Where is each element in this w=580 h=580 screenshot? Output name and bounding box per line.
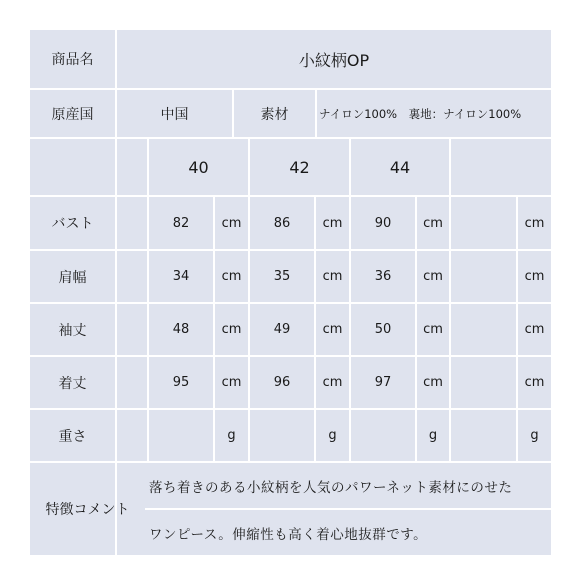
measure-value: 35: [273, 269, 291, 284]
origin-value: 中国: [160, 106, 189, 123]
measure-unit: cm: [524, 375, 545, 390]
product-name-value: 小紋柄OP: [298, 50, 370, 70]
measure-value: 95: [172, 375, 190, 390]
measure-unit: cm: [221, 215, 242, 231]
measure-value: 34: [172, 269, 190, 284]
measure-unit: cm: [423, 269, 443, 284]
measure-value: 50: [374, 322, 392, 337]
feature-text-line1: 落ち着きのある小紋柄を人気のパワーネット素材にのせた: [149, 479, 513, 496]
measure-value: [250, 410, 314, 461]
measure-unit: g: [227, 428, 236, 443]
measure-value: [149, 410, 213, 461]
measure-value: 48: [172, 322, 190, 337]
measure-unit: cm: [221, 322, 242, 337]
measure-value: 97: [374, 375, 392, 390]
measure-value: [451, 410, 516, 461]
product-spec-table: [30, 30, 551, 555]
measure-value: 36: [374, 269, 392, 284]
size-header: [451, 139, 551, 195]
measure-unit: cm: [524, 269, 545, 284]
material-label: 素材: [260, 106, 289, 123]
measure-label-sleeve: 袖丈: [58, 322, 87, 339]
measure-value: [451, 357, 516, 408]
measure-unit: cm: [423, 375, 443, 390]
product-name-label: 商品名: [51, 52, 94, 68]
measure-unit: cm: [423, 215, 443, 231]
feature-text-line2: ワンピース。伸縮性も高く着心地抜群です。: [149, 526, 428, 543]
size-header: 42: [289, 157, 310, 177]
measure-unit: g: [530, 428, 539, 443]
measure-label-length: 着丈: [58, 375, 87, 392]
measure-value: [451, 197, 516, 249]
measure-value: 49: [273, 322, 291, 337]
measure-label-weight: 重さ: [58, 428, 87, 445]
origin-label: 原産国: [51, 106, 94, 123]
feature-label: 特徴コメント: [45, 502, 130, 518]
measure-value: [451, 304, 516, 355]
measure-unit: g: [328, 428, 337, 443]
measure-unit: g: [428, 428, 438, 443]
measure-unit: cm: [524, 215, 545, 231]
measure-unit: cm: [221, 269, 242, 284]
measure-unit: cm: [221, 375, 242, 390]
measure-unit: cm: [423, 322, 443, 337]
measure-value: 90: [374, 215, 392, 231]
measure-value: [351, 410, 415, 461]
measure-label-bust: バスト: [51, 216, 94, 232]
measure-value: 96: [273, 375, 291, 390]
measure-unit: cm: [322, 269, 343, 284]
measure-unit: cm: [322, 215, 343, 231]
measure-value: 86: [273, 215, 291, 231]
measure-unit: cm: [524, 322, 545, 337]
size-header: 44: [389, 157, 411, 177]
measure-value: 82: [172, 215, 190, 231]
material-value: ナイロン100% 裏地：ナイロン100%: [319, 106, 522, 121]
measure-unit: cm: [322, 375, 343, 390]
measure-value: [451, 251, 516, 302]
measure-label-shoulder: 肩幅: [58, 269, 87, 286]
measure-unit: cm: [322, 322, 343, 337]
size-header: 40: [188, 157, 209, 177]
